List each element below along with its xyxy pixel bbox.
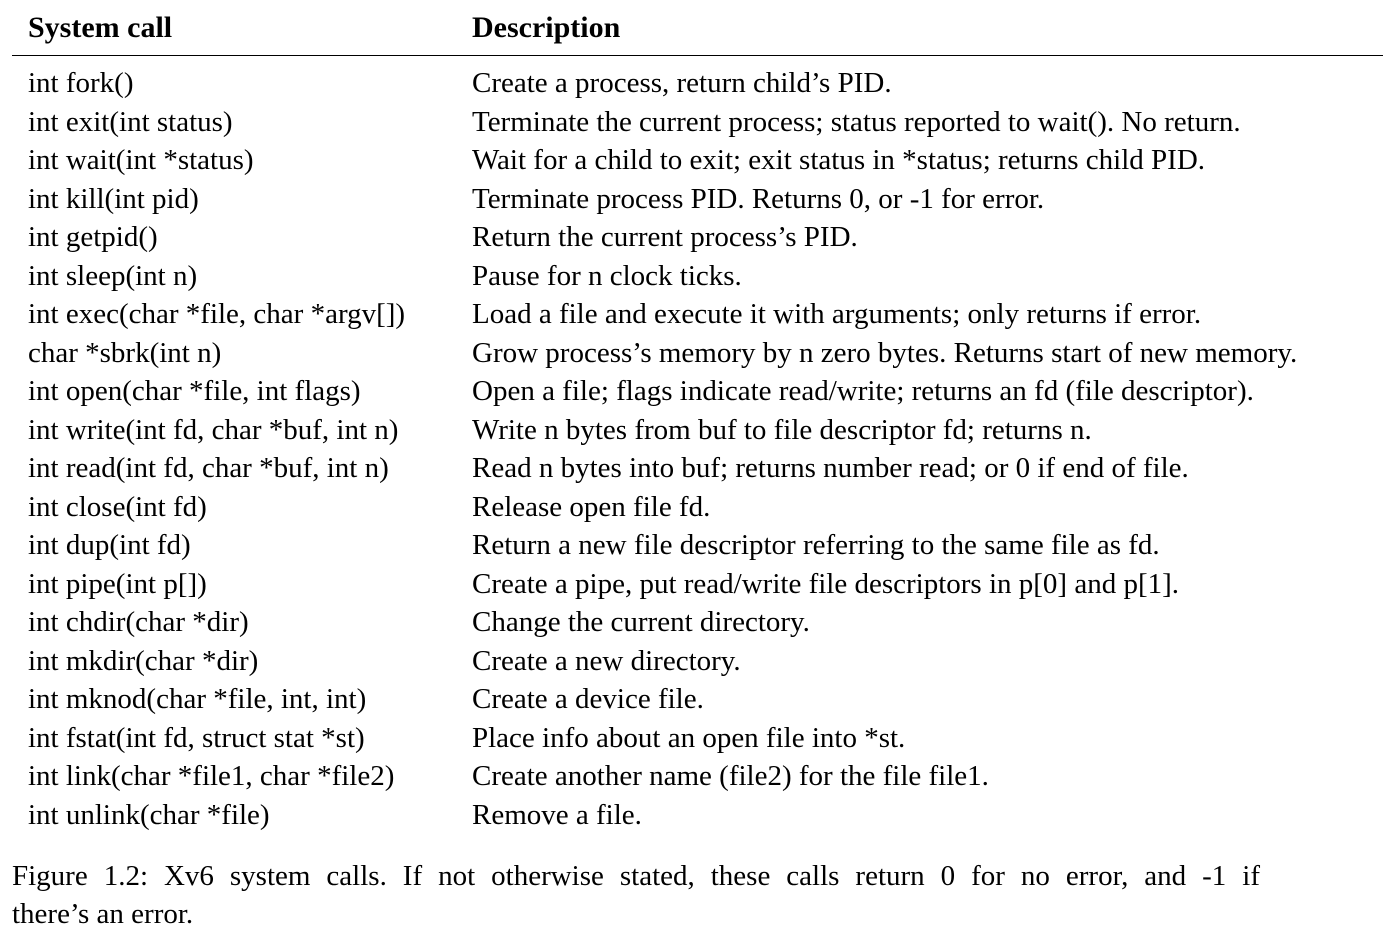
system-call-description: Create a process, return child’s PID. <box>472 67 892 99</box>
system-call-signature: int pipe(int p[]) <box>28 567 207 600</box>
system-call-signature: int exit(int status) <box>28 105 233 138</box>
table-row <box>12 141 1383 180</box>
table-row <box>12 603 1383 642</box>
table-row <box>12 680 1383 719</box>
table-row <box>12 449 1383 488</box>
system-call-description: Terminate the current process; status reported to wait(). No return. <box>472 105 1241 138</box>
header-description: Description <box>472 11 621 44</box>
system-call-description: Place info about an open file into *st. <box>472 721 906 754</box>
system-call-description: Read n bytes into buf; returns number read; or 0 if end of file. <box>472 452 1189 484</box>
system-call-description: Open a file; flags indicate read/write; returns an fd (file descriptor). <box>472 375 1254 407</box>
system-call-signature: int mkdir(char *dir) <box>28 644 259 677</box>
system-call-signature: int link(char *file1, char *file2) <box>28 760 395 792</box>
table-row <box>12 257 1383 296</box>
system-calls-table <box>12 0 1383 834</box>
table-row <box>12 757 1383 796</box>
table-row <box>12 334 1383 373</box>
table-row <box>12 526 1383 565</box>
system-call-signature: int mknod(char *file, int, int) <box>28 683 367 715</box>
table-body <box>12 56 1383 834</box>
system-call-description: Create another name (file2) for the file file1. <box>472 760 989 792</box>
system-call-signature: int fork() <box>28 67 134 99</box>
table-row <box>12 411 1383 450</box>
table-row <box>12 180 1383 219</box>
system-call-description: Change the current directory. <box>472 606 810 638</box>
figure-caption <box>12 857 1272 933</box>
table-row <box>12 642 1383 681</box>
system-call-signature: int open(char *file, int flags) <box>28 375 361 407</box>
system-call-signature: char *sbrk(int n) <box>28 336 222 369</box>
system-call-signature: int wait(int *status) <box>28 144 254 176</box>
system-call-description: Remove a file. <box>472 798 642 831</box>
system-call-description: Return a new file descriptor referring to the same file as fd. <box>472 529 1160 561</box>
system-call-signature: int dup(int fd) <box>28 529 191 561</box>
system-call-signature: int read(int fd, char *buf, int n) <box>28 452 389 484</box>
system-call-signature: int chdir(char *dir) <box>28 606 249 638</box>
system-call-description: Write n bytes from buf to file descriptor fd; returns n. <box>472 413 1092 446</box>
system-call-description: Create a pipe, put read/write file descriptors in p[0] and p[1]. <box>472 567 1180 600</box>
caption-line-2: there’s an error. <box>12 898 194 930</box>
system-call-description: Wait for a child to exit; exit status in *status; returns child PID. <box>472 144 1206 176</box>
table-header <box>12 0 1383 56</box>
system-call-description: Return the current process’s PID. <box>472 221 858 253</box>
system-call-signature: int write(int fd, char *buf, int n) <box>28 413 399 446</box>
system-call-description: Terminate process PID. Returns 0, or -1 for error. <box>472 182 1045 215</box>
system-call-description: Create a new directory. <box>472 644 741 677</box>
table-row <box>12 218 1383 257</box>
system-call-signature: int close(int fd) <box>28 490 207 523</box>
system-call-description: Create a device file. <box>472 683 704 715</box>
header-system-call: System call <box>28 11 173 44</box>
system-call-description: Load a file and execute it with arguments; only returns if error. <box>472 298 1202 330</box>
table-row <box>12 103 1383 142</box>
system-call-signature: int getpid() <box>28 221 158 253</box>
table-row <box>12 488 1383 527</box>
table-row <box>12 719 1383 758</box>
table-row <box>12 64 1383 103</box>
system-call-description: Grow process’s memory by n zero bytes. Returns start of new memory. <box>472 336 1298 369</box>
table-row <box>12 796 1383 835</box>
caption-line-1: Figure 1.2: Xv6 system calls. If not otherwise stated, these calls return 0 for no error, and -1 if <box>12 860 1260 892</box>
system-call-description: Release open file fd. <box>472 490 711 523</box>
table-row <box>12 565 1383 604</box>
table-row <box>12 295 1383 334</box>
system-call-signature: int kill(int pid) <box>28 182 199 215</box>
system-call-signature: int fstat(int fd, struct stat *st) <box>28 721 365 754</box>
table-row <box>12 372 1383 411</box>
system-call-signature: int sleep(int n) <box>28 259 198 292</box>
system-call-signature: int exec(char *file, char *argv[]) <box>28 298 406 330</box>
system-call-signature: int unlink(char *file) <box>28 798 270 831</box>
system-call-description: Pause for n clock ticks. <box>472 259 742 292</box>
